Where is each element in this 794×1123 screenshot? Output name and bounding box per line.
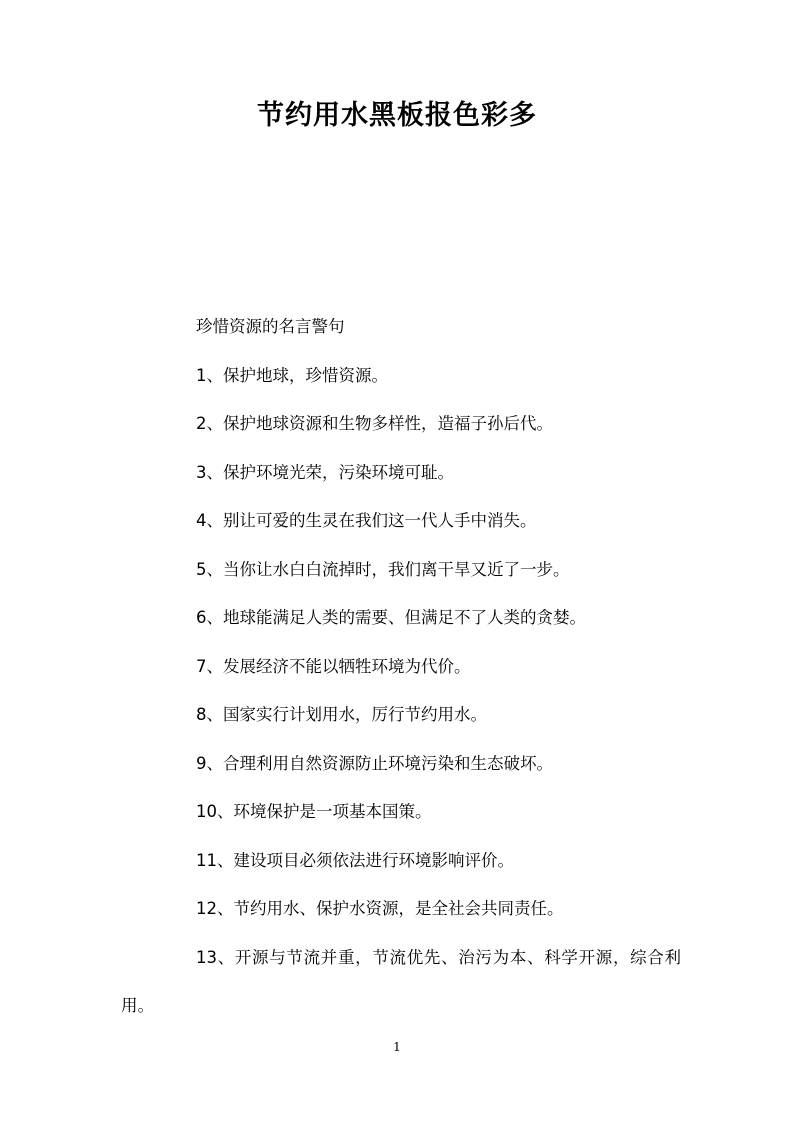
document-body [121,303,681,1031]
list-item: 4、别让可爱的生灵在我们这一代人手中消失。 [196,511,537,530]
list-item: 6、地球能满足人类的需要、但满足不了人类的贪婪。 [196,608,586,627]
list-item: 9、合理利用自然资源防止环境污染和生态破坏。 [196,753,553,773]
list-item: 12、节约用水、保护水资源，是全社会共同责任。 [196,899,564,918]
list-item: 7、发展经济不能以牺牲环境为代价。 [196,656,471,676]
document-title: 节约用水黑板报色彩多 [257,100,537,131]
list-item: 3、保护环境光荣，污染环境可耻。 [196,462,454,482]
list-item: 13、开源与节流并重，节流优先、治污为本、科学开源，综合利用。 [121,947,681,1015]
list-item: 5、当你让水白白流掉时，我们离干旱又近了一步。 [196,559,570,579]
list-item: 8、国家实行计划用水，厉行节约用水。 [196,705,487,724]
list-item: 11、建设项目必须依法进行环境影响评价。 [196,850,514,870]
list-item: 1、保护地球，珍惜资源。 [196,365,388,385]
list-item: 10、环境保护是一项基本国策。 [196,802,432,821]
list-item: 2、保护地球资源和生物多样性，造福子孙后代。 [196,414,553,433]
section-heading: 珍惜资源的名言警句 [196,317,345,336]
page-number: 1 [393,1040,401,1054]
